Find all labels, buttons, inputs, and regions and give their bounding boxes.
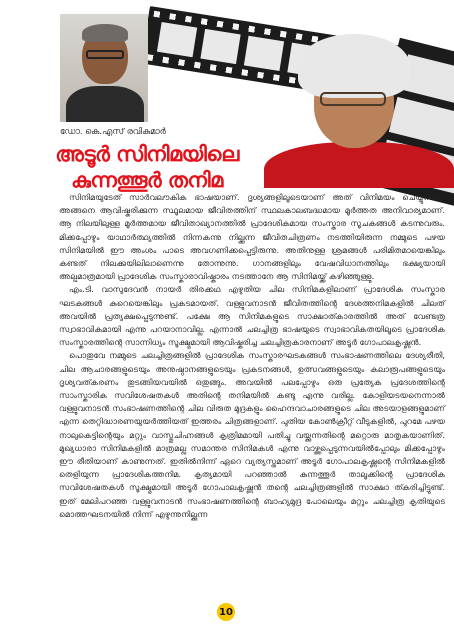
paragraph: സിനിമയുടേത് സാർവലൗകിക ഭാഷയാണ്. ദൃശ്യങ്ങളിലൂടെയാണ് അത് വിനിമയം ചെയ്യുന്നത്. അങ്ങനെ ആവിഷ്കരിക്കുന്ന സ്ഥൂലമായ ജീവിതത്തിന് സ്ഥലകാലബദ്ധമായ മൂർത്തത അനിവാര്യമാണ്. ആ നിലയിലുള്ള മൂർത്തമായ ജീവിതാഖ്യാനത്തിൽ പ്രാദേശികമായ സംസ്കാര സൂചകങ്ങൾ കടന്നുവരും. മിക്കപ്പോഴും യാഥാർത്ഥ്യത്തിൽ നിന്നകന്നു നില്ക്കുന്ന ജീവിതചിത്രണം നടത്തിയിരുന്ന നമ്മുടെ പഴയ സിനിമയിൽ ഈ അംശം പാടെ അവഗണിക്കപ്പെട്ടിരുന്നു. അതിനുള്ള ശ്രമങ്ങൾ പരിമിതമായെങ്കിലും കണ്ടത് നിലക്കുയിലിലാണെന്നു തോന്നുന്നു. ഗാനങ്ങളിലും വേഷവിധാനത്തിലും ഭക്ഷ്യയായി അല്പമാത്രമായി പ്രാദേശിക സംസ്കാരാവിഷ്കാരം നടത്താനേ ആ സിനിമയ്ക്ക് കഴിഞ്ഞുള്ളു.	[59, 192, 445, 282]
title-line-2: കുന്നത്തൂർ തനിമ	[71, 168, 223, 192]
article-body	[59, 191, 445, 521]
author-caption: ഡോ. കെ.എസ് രവികുമാർ	[60, 127, 166, 137]
paragraph: എം.ടി. വാസുദേവൻ നായർ തിരക്കഥ എഴുതിയ ചില സിനിമകളിലാണ് പ്രാദേശിക സംസ്കാര ഘടകങ്ങൾ കുറെയെങ്കിലും പ്രകടമായത്. വള്ളുവനാടൻ ജീവിതത്തിന്റെ ദേശത്തനിമകളിൽ ചിലത് അവയിൽ പ്രത്യക്ഷപ്പെടുന്നുണ്ട്. പക്ഷേ ആ സിനിമകളുടെ സാക്ഷാത്കാരത്തിൽ അത് വേണ്ടത്ര സ്വാഭാവികമായി എന്നു പറയാനാവില്ല. എന്നാൽ ചലച്ചിത്ര ഭാഷയുടെ സ്വാഭാവികതയിലൂടെ പ്രാദേശിക സംസ്കാരത്തിന്റെ സാന്നിധ്യം സൂക്ഷ്മമായി ആവിഷ്കരിച്ച ചലച്ചിത്രകാരനാണ് അടൂർ ഗോപാലകൃഷ്ണൻ.	[59, 284, 445, 348]
director-photo	[262, 32, 454, 188]
title-line-1: അടൂർ സിനിമയിലെ	[55, 142, 239, 166]
article-title	[22, 141, 272, 193]
page-number-badge: 10	[217, 603, 235, 621]
paragraph: പൊതുവേ നമ്മുടെ ചലച്ചിത്രങ്ങളിൽ പ്രാദേശിക സംസ്കാരഘടകങ്ങൾ സംഭാഷണത്തിലെ ദേശ്യരീതി, ചില ആചാരങ്ങളുടെയും അനുഷ്ഠാനങ്ങളുടെയും പ്രകടനങ്ങൾ, ഉത്സവങ്ങളുടെയും കലാരൂപങ്ങളുടെയും ദൃശ്യവത്കരണം തുടങ്ങിയവയിൽ ഒതുങ്ങും. അവയിൽ പലപ്പോഴും ഒരു പ്രത്യേക പ്രദേശത്തിന്റെ സാംസ്കാരിക സവിശേഷതകൾ അതിന്റെ തനിമയിൽ കണ്ടു എന്നു വരില്ല. കോളിയടയനെന്നാൽ വള്ളുവനാടൻ സംഭാഷണത്തിന്റെ ചില വിരുത മുദ്രകളും ഹൈന്ദവാചാരങ്ങളുടെ ചില അടയാളങ്ങളുമാണ് എന്ന തെറ്റിദ്ധാരണയുയർത്തിയത് ഇത്തരം ചിത്രങ്ങളാണ്. പുതിയ കോൺക്രീറ്റ് വീടുകളിൽ, പുറമേ പഴയ നാലുകെട്ടിന്റെയും മറ്റും വാസ്തുചിഹ്നങ്ങൾ കൃത്രിമമായി പതിച്ചു വയ്ക്കുന്നതിന്റെ മറ്റൊരു മാതൃകയാണിത്. മുഖ്യധാരാ സിനിമകളിൽ മാത്രമല്ല സമാന്തര സിനിമകൾ എന്നു വാഴ്ത്തപ്പെടുന്നവയിൽപ്പോലും മിക്കപ്പോഴും ഈ രീതിയാണ് കാണുന്നത്. ഇതിൽനിന്ന് ഏറെ വ്യത്യസ്തമാണ് അടൂർ ഗോപാലകൃഷ്ണന്റെ സിനിമകളിൽ തെളിയുന്ന പ്രാദേശികത്തനിമ. കൃത്യമായി പറഞ്ഞാൽ കുന്നത്തൂർ താലൂക്കിന്റെ പ്രാദേശിക സവിശേഷതകൾ സൂക്ഷ്മമായി അടൂർ ഗോപാലകൃഷ്ണൻ തന്റെ ചലച്ചിത്രങ്ങളിൽ സാക്ഷാ ത്കരിച്ചിട്ടുണ്ട്. ഇത് മേലിപറഞ്ഞ വള്ളുവനാടൻ സംഭാഷണത്തിന്റെ ബാഹ്യമുദ്ര പോലെയും മറ്റും ചലച്ചിത്ര കൃതിയുടെ മൊത്തഘടനയിൽ നിന്ന് എഴുന്നുനില്ക്കുന്ന	[59, 350, 445, 519]
author-photo	[60, 14, 148, 122]
